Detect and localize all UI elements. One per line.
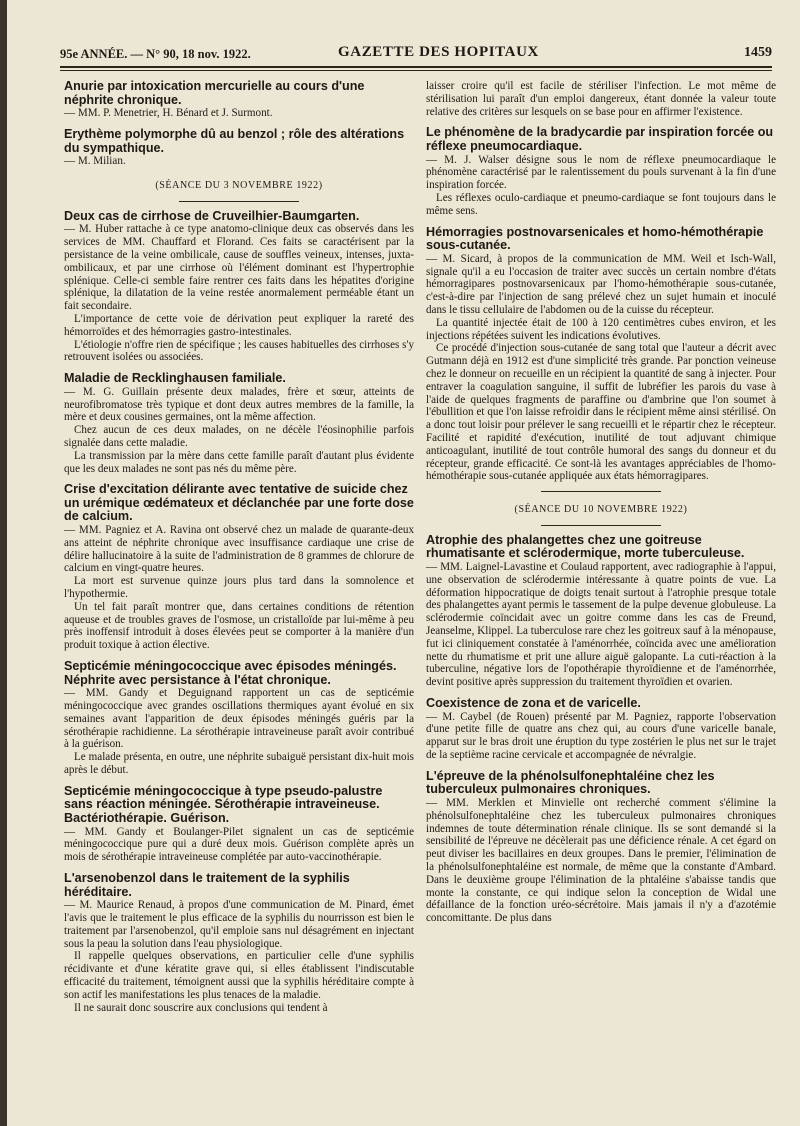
article-paragraph: Un tel fait paraît montrer que, dans certaines conditions de rétention aqueuse et de troubles graves de l'osmose, un cristalloïde par lui-même à peu près inoffensif introduit à doses élevées peut se comporter à la manière d'un produit toxique à action élective. xyxy=(64,600,414,652)
article-arsenobenzol xyxy=(64,872,414,1014)
article-title: Le phénomène de la bradycardie par inspiration forcée ou réflexe pneumocardiaque. xyxy=(426,125,774,153)
article-bradycardie xyxy=(426,126,776,217)
article-paragraph: L'étiologie n'offre rien de spécifique ; les causes habituelles des cirrhoses s'y retrouvent isolées ou associées. xyxy=(64,338,414,364)
page-binding-edge xyxy=(0,0,7,1126)
article-paragraph: Il ne saurait donc souscrire aux conclusions qui tendent à xyxy=(74,1001,328,1014)
article-title: Erythème polymorphe dû au benzol ; rôle des altérations du sympathique. xyxy=(64,126,405,155)
article-paragraph: — M. J. Walser désigne sous le nom de réflexe pneumocardiaque le phénomène caractérisé par le ralentissement du pouls survenant à la fin d'une inspiration forcée. xyxy=(426,153,776,192)
article-paragraph: — MM. Laignel-Lavastine et Coulaud rapportent, avec radiographie à l'appui, une observation de sclérodermie intéressante à quatre points de vue. La déformation hippocratique de doigts tenait surtout à l'atrophie presque totale des phalangettes ayant permis le tassement de la pulpe devenue globuleuse. La sclérodermie coïncidait avec un goitre comme dans les cas de Freund, Jeanselme, Klippel. La tuberculose rare chez les goitreux sauf à la ménopause, fut ici cliniquement constatée à l'aménorrhée, coïncida avec une amélioration nette du rhumatisme et prit une allure aiguë galopante. La cuti-réaction à la tuberculine, négative lors de l'opothérapie thyroïdienne et de l'aménorrhée, devint positive après suppression du traitement thyroïdien et ovarien. xyxy=(426,561,776,689)
article-title: Maladie de Recklinghausen familiale. xyxy=(64,371,286,386)
article-title: Atrophie des phalangettes chez une goitreuse rhumatisante et sclérodermique, morte tuberculeuse. xyxy=(426,532,745,561)
article-title: Septicémie méningococcique avec épisodes méningés. Néphrite avec persistance à l'état chronique. xyxy=(64,659,397,687)
article-paragraph: — M. Maurice Renaud, à propos d'une communication de M. Pinard, émet l'avis que le traitement le plus efficace de la syphilis du nourrisson est bien le traitement par l'arsenobenzol, qu'il emploie sans nul désagrément en injectant sous la peau la solution dans l'eau physiologique. xyxy=(64,899,414,950)
article-erytheme xyxy=(64,128,414,168)
article-cirrhose xyxy=(64,210,414,364)
article-crise-excitation xyxy=(64,483,414,652)
article-title: L'arsenobenzol dans le traitement de la syphilis héréditaire. xyxy=(64,870,350,899)
article-paragraph: La mort est survenue quinze jours plus tard dans la somnolence et l'hypothermie. xyxy=(64,575,414,601)
seance-heading: (SÉANCE DU 3 NOVEMBRE 1922) xyxy=(155,179,323,191)
page-header xyxy=(60,44,772,68)
article-paragraph: — MM. Pagniez et A. Ravina ont observé chez un malade de quarante-deux ans atteint de néphrite chronique avec insuffisance cardiaque une crise de délire hallucinatoire à la suite de l'administration de 8 grammes de chlorure de calcium en vingt-quatre heures. xyxy=(64,524,414,575)
section-divider xyxy=(541,491,661,492)
article-title: Deux cas de cirrhose de Cruveilhier-Baumgarten. xyxy=(64,208,360,223)
article-septicemie-2 xyxy=(64,785,414,864)
article-title: Coexistence de zona et de varicelle. xyxy=(426,696,641,711)
seance-heading: (SÉANCE DU 10 NOVEMBRE 1922) xyxy=(514,504,688,516)
article-authors: — M. Milian. xyxy=(64,155,126,168)
issue-info: 95e ANNÉE. — N° 90, 18 nov. 1922. xyxy=(60,47,251,61)
article-recklinghausen xyxy=(64,372,414,475)
article-paragraph: Ce procédé d'injection sous-cutanée de sang total que l'auteur a décrit avec Gutmann déjà en 1912 est d'une simplicité très grande. Par ponction veineuse chez le donneur on recueille en un récipient la quantité de sang à injecter. Pour entraver la coagulation sanguine, il suffit de lubréfier les parois du vase à l'aide de quelques fragments de paraffine ou d'ambrine que l'on soumet à l'ébullition et que l'on laisse refroidir dans le récipient même ainsi stérilisé. On a donc tout loisir pour prélever le sang recueilli et le répartir chez le récepteur. Facilité et rapidité d'exécution, inutilité de tout adjuvant chimique anticoagulant, inutilité de tout contrôle humoral des sangs du donneur et du récepteur, grande efficacité. Ce sont-là les avantages appréciables de l'homo-hémothérapie sous-cutanée appliquée aux états hémorragipares. xyxy=(426,342,776,483)
article-hemorragies xyxy=(426,226,776,484)
header-rule xyxy=(60,66,772,68)
article-paragraph: La quantité injectée était de 100 à 120 centimètres cubes environ, et les injections répétées suivent les indications évolutives. xyxy=(426,316,776,342)
right-column xyxy=(426,80,776,933)
article-paragraph: Il rappelle quelques observations, en particulier celle d'une syphilis récidivante et d'une kératite grave qui, si elles établissent l'indiscutable efficacité du traitement, témoignent aussi que la syphilis héréditaire compte à son actif les manifestations les plus tenaces de la maladie. xyxy=(64,950,414,1001)
article-title: Crise d'excitation délirante avec tentative de suicide chez un urémique œdémateux et déclanchée par une forte dose de calcium. xyxy=(64,482,414,524)
article-paragraph: Chez aucun de ces deux malades, on ne décèle l'éosinophilie parfois signalée dans cette maladie. xyxy=(64,424,414,449)
article-paragraph: laisser croire qu'il est facile de stériliser l'infection. Le mot même de stérilisation lui paraît d'un emploi dangereux, étant donnée la valeur toute relative des critères sur lesquels on se base pour en affirmer l'existence. xyxy=(426,80,776,118)
article-title: L'épreuve de la phénolsulfonephtaléine chez les tuberculeux pulmonaires chroniques. xyxy=(426,768,715,797)
article-paragraph: — M. G. Guillain présente deux malades, frère et sœur, atteints de neurofibromatose très typique et dont deux autres membres de la famille, la mère et deux cousines germaines, ont la même affection. xyxy=(64,385,414,424)
article-paragraph: — M. Huber rattache à ce type anatomo-clinique deux cas observés dans les services de MM. Chauffard et Florand. Ces faits se caractérisent par la persistance de la veine ombilicale, cause de souffles veineux, intenses, juxta-ombilicaux, et par une cirrhose où l'élément dominant est l'hypertrophie splénique. Celle-ci semble faire rentrer ces faits dans les hépatites d'origine splénique, la dilatation de la veine restée anormalement perméable étant un fait secondaire. xyxy=(64,223,414,313)
article-title: Hémorragies postnovarsenicales et homo-hémothérapie sous-cutanée. xyxy=(426,224,764,253)
page-number: 1459 xyxy=(744,45,772,60)
journal-title: GAZETTE DES HOPITAUX xyxy=(338,44,539,60)
article-phenolsulfonephtaleine xyxy=(426,770,776,925)
article-continuation xyxy=(426,80,776,118)
article-paragraph: La transmission par la mère dans cette famille paraît d'autant plus évidente que les deux malades ne sont pas nés du même père. xyxy=(64,449,414,475)
article-paragraph: L'importance de cette voie de dérivation peut expliquer la rareté des hémorroïdes et des hémorragies gastro-intestinales. xyxy=(64,312,414,338)
article-septicemie-1 xyxy=(64,660,414,777)
article-paragraph: Les réflexes oculo-cardiaque et pneumo-cardiaque se font toujours dans le même sens. xyxy=(426,191,776,217)
article-anurie xyxy=(64,80,414,120)
article-title: Anurie par intoxication mercurielle au cours d'une néphrite chronique. xyxy=(64,79,365,107)
article-title: Septicémie méningococcique à type pseudo-palustre sans réaction méningée. Sérothérapie intraveineuse. Bactériothérapie. Guérison. xyxy=(64,783,383,825)
left-column xyxy=(64,80,414,1022)
article-paragraph: — M. Sicard, à propos de la communication de MM. Weil et Isch-Wall, signale qu'il a eu l'occasion de traiter avec succès un certain nombre d'états hémorragipares postnovarsenicaux par l'homo-hémothérapie sous-cutanée, c'est-à-dire par l'injection de sang prélevé chez un sujet humain et inoculé dans le tissu cellulaire de l'abdomen ou de la cuisse du récepteur. xyxy=(426,252,776,316)
article-paragraph: — MM. Gandy et Boulanger-Pilet signalent un cas de septicémie méningococcique pure qui a duré deux mois. Guérison complète après un mois de sérothérapie intraveineuse complétée par auto-vaccinothérapie. xyxy=(64,825,414,864)
section-divider xyxy=(541,525,661,526)
article-paragraph: — MM. Gandy et Deguignand rapportent un cas de septicémie méningococcique avec grandes oscillations thermiques ayant évolué en six semaines avant l'apparition de deux épisodes méningés guéris par la sérothérapie rachidienne. La sérothérapie intraveineuse paraît avoir contribué à la guérison. xyxy=(64,687,414,751)
article-paragraph: Le malade présenta, en outre, une néphrite subaiguë persistant dix-huit mois après le début. xyxy=(64,751,414,777)
section-divider xyxy=(179,201,299,202)
article-zona-varicelle xyxy=(426,697,776,762)
article-authors: — MM. P. Menetrier, H. Bénard et J. Surmont. xyxy=(64,107,273,120)
article-paragraph: — M. Caybel (de Rouen) présenté par M. Pagniez, rapporte l'observation d'une petite fille de quatre ans chez qui, au cours d'une varicelle banale, apparut sur le bras droit une éruption du type zostérien le plus net sur le trajet de la septième racine cervicale et accompagnée de névralgie. xyxy=(426,710,776,762)
article-paragraph: — MM. Merklen et Minvielle ont recherché comment s'élimine la phénolsulfonephtaléine chez les tuberculeux pulmonaires chroniques indemnes de toute détermination rénale clinique. Ils se sont demandé si la sensibilité de l'épreuve ne décèlerait pas une déficience rénale. A cet égard on peut diviser les bacillaires en deux groupes. Dans le premier, l'élimination de la phénolsulfonephtaléine est normale, de même que la constante d'Ambard. Dans le deuxième groupe l'élimination de la phtaléine s'abaisse tandis que monte la constante, ce qui indique selon la conception de Widal une défaillance de la fonction uréo-sécrétoire. Mais jamais il n'y a d'azotémie concomittante. De plus dans xyxy=(426,797,776,925)
article-atrophie-phalangettes xyxy=(426,534,776,689)
header-rule-thin xyxy=(60,70,772,71)
